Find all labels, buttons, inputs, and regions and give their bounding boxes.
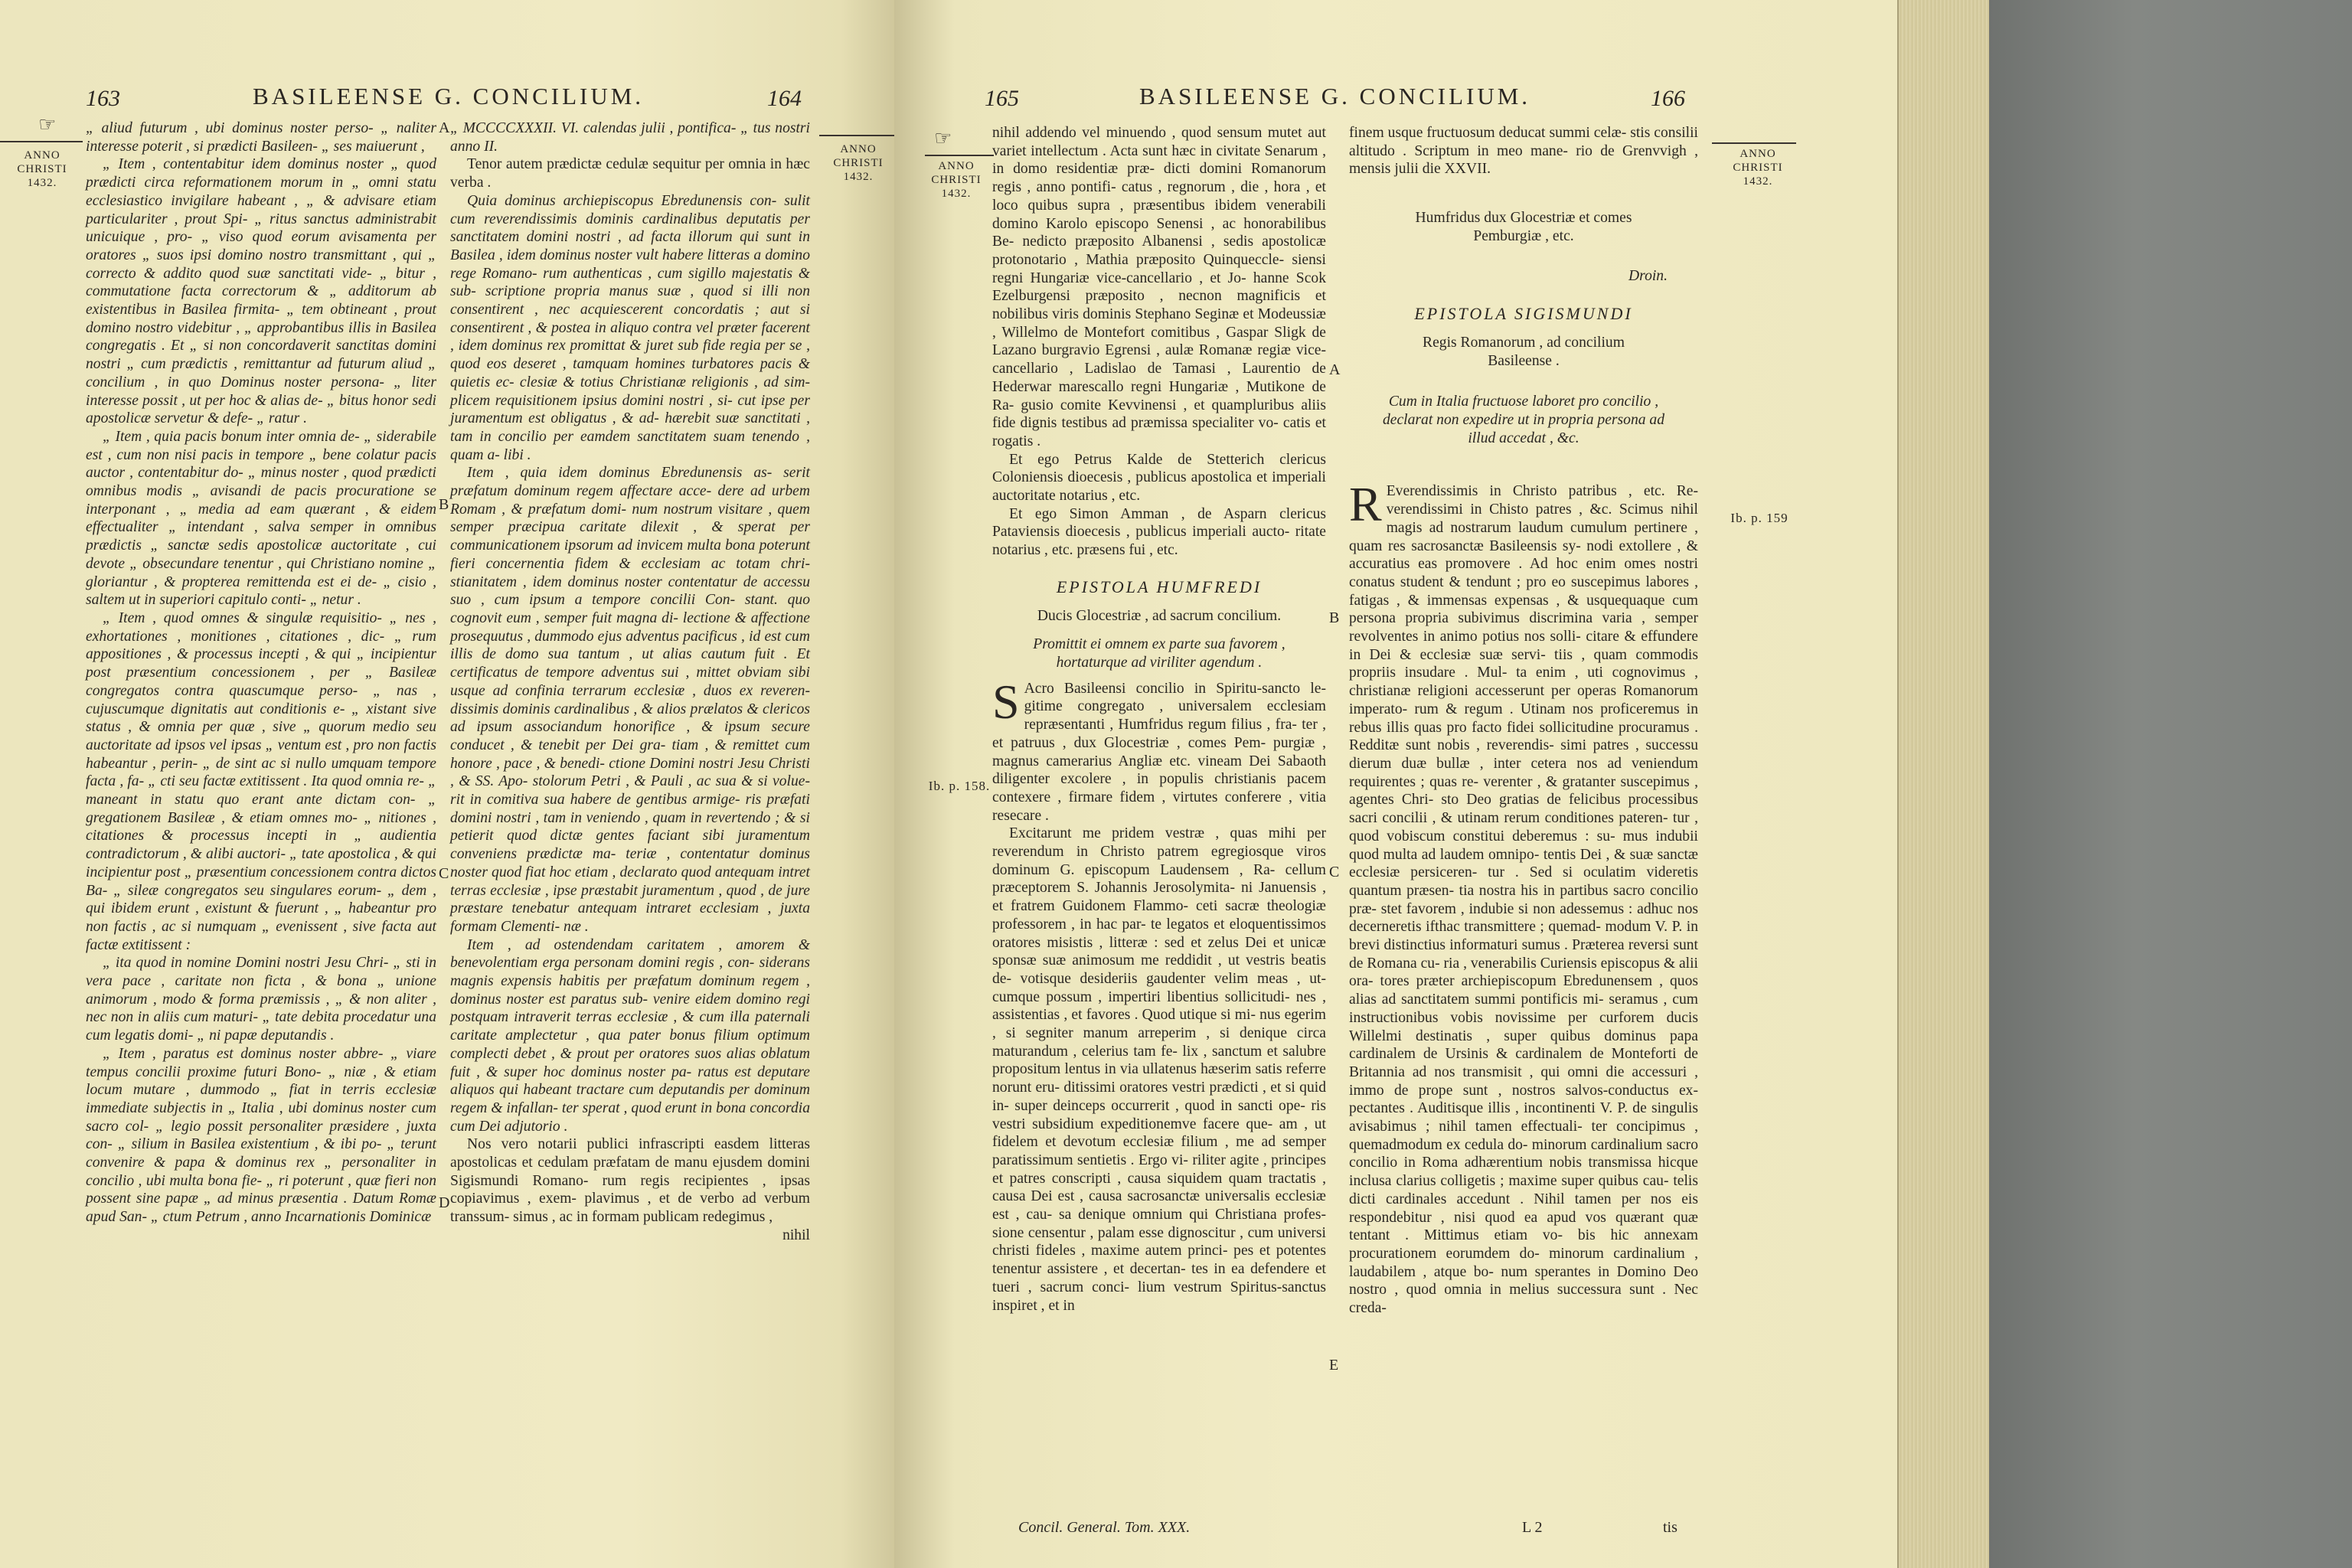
section-letter-d: D — [439, 1194, 450, 1211]
page-number-166: 166 — [1651, 86, 1685, 111]
paragraph: „ MCCCCXXXII. VI. calendas julii , pontifica- „ tus nostri anno II. — [450, 120, 810, 155]
right-column-1 — [992, 124, 1326, 1315]
epistola-summary: Promittit ei omnem ex parte sua favorem , hortaturque ad viriliter agendum . — [1033, 636, 1285, 671]
paragraph: Tenor autem prædictæ cedulæ sequitur per omnia in hæc verba . — [450, 156, 810, 191]
epistola-summary: Cum in Italia fructuose laboret pro concilio , declarat non expedire ut in propria persona ad illud accedat , &c. — [1382, 394, 1665, 446]
paragraph: Excitarunt me pridem vestræ , quas mihi per reverendum in Christo patrem egregiosque viros dominum G. episcopum Laudensem , Ra- cellum præceptorem S. Johannis Jerosolymita- ni Januensis , et fratrem Guidonem Flammo- ceti sacræ theologiæ professorem , in hac par- te legatos et eloquentissimos oratores misistis , litteræ : sed et zelus Dei et unicæ sponsæ suæ animosum me reddidit , ut vestris beatis de- votisque desideriis gaudenter velim meas , ut- cumque possum , impertiri libentius sollicitudi- nes , assistentias , et favores . Quod utique si mi- nus egerim , si segniter manum arreperim , si denique circa maturandum , celerius tam fe- lix , sanctum et salubre propositum lentus in via ullatenus hæserim satis referre norunt eru- ditissimi oratores vestri prædicti , et si quid in- super deinceps occurrerit , quod in sancti ope- ris vestri subsidium expeditionemve facere que- am , ut fidelem et devotum ecclesiæ filium , me ad semper paratissimum sentietis . Ergo vi- riliter agite , principes et patres conscripti , causa siquidem quam tractatis , causa Dei est , causa sacrosanctæ universalis ecclesiæ est , cau- sa denique omnium qui Christiana profes- sione censentur , palam esse dignoscitur , cum universi christi fideles , maxime autem princi- pes et potentes tenentur assistere , et decertan- tes in ea defendere et tueri , sacrum conci- lium vestrum Spiritus-sanctus inspiret , et in — [992, 825, 1326, 1314]
margin-reference: Ib. p. 158. — [928, 779, 991, 793]
margin-rule — [925, 155, 994, 156]
paragraph: Nos vero notarii publici infrascripti easdem litteras apostolicas et cedulam præfatam de manu ejusdem domini Sigismundi Romano- rum regis recipientes , ipsas copiavimus , exem- plavimus , et de verbo ad verbum transsum- simus , ac in formam publicam redegimus , — [450, 1136, 810, 1226]
margin-rule — [0, 141, 83, 142]
left-column-2 — [450, 119, 810, 1245]
book-cover — [1989, 0, 2352, 1568]
anno-note-right: ANNO CHRISTI 1432. — [1733, 148, 1783, 188]
footer-volume: Concil. General. Tom. XXX. — [1018, 1519, 1191, 1536]
right-page — [894, 0, 1897, 1568]
paragraph: nihil addendo vel minuendo , quod sensum mutet aut variet intellectum . Acta sunt hæc in civitate Senarum , in domo residentiæ præ- dicti domini Romanorum regis , anno pontifi- catus , regnorum , die , hora , et loco quibus supra , præsentibus ibidem venerabili domino Karolo episcopo Senensi , ac honorabilibus Be- nedicto præposito Albanensi , sedis apostolicæ protonotario , Mathia præposito Quinqueccle- siensi regni Hungariæ vice-cancellario , et Jo- hanne Scok Ezelburgensi præposito , necnon magnificis et nobilibus viris dominis Stephano Seginæ et Modeussiæ , Willelmo de Montefort comitibus , Gaspar Sligk de Lazano burgravio Egrensi , aulæ Romanæ regiæ vice-cancellario , Ladislao de Tamasi , Laurentio de Hederwar marescallo regni Hungariæ , Mutikone de Ra- gusio comite Kevvinensi , et quampluribus aliis fide dignis testibus ad præmissa specialiter vo- catis et rogatis . — [992, 125, 1326, 449]
paragraph: Quia dominus archiepiscopus Ebredunensis con- sulit cum reverendissimis dominis cardinalibus deputatis per sanctitatem domini nostri , ad facta illorum qui sunt in Basilea , idem dominus noster vult habere litteras a domino rege Romano- rum authenticas , cum sigillo majestatis & sub- scriptione propria manus suæ , quod si illi non consentirent , nec acquiescerent concordatis ; aut si consentirent , & postea in aliquo contra vel præter facerent , idem dominus rex promittat & juret sub fide regia per se , quod eos deseret , tamquam homines turbatores pacis & quietis ec- clesiæ & totius Christianæ religionis , ad sim- plicem requisitionem ipsius domini nostri , si- cut ipse per juramentum est obligatus , & ad- hærebit suæ sanctitati , tam in concilio per eamdem sanctitatem suam tenendo , quam a- libi . — [450, 192, 810, 463]
catchword: nihil — [782, 1227, 810, 1243]
epistola-subtitle: Ducis Glocestriæ , ad sacrum concilium. — [1037, 607, 1282, 624]
signature-droin: Droin. — [1628, 267, 1668, 284]
page-header: BASILEENSE G. CONCILIUM. — [1139, 83, 1531, 109]
section-letter-e: E — [1329, 1357, 1339, 1374]
pointing-hand-icon: ☞ — [934, 127, 952, 150]
drop-cap: S — [992, 674, 1020, 729]
paragraph: „ Item , contentabitur idem dominus noster „ quod prædicti circa reformationem morum in „ omni statu ecclesiastico invigilare habeant , „ & advisare etiam particulariter , prout Spi- „ ritus sanctus administrabit unicuique , pro- „ viso quod eorum avisamenta per oratores „ suos ipsi domino nostro transmittant , qui „ correcto & addito quod suæ sanctitati vide- „ bitur , commutatione facta correctorum & „ additorum ab existentibus in Basilea firmita- „ tem obtineant , prout domino nostro videbitur , „ approbantibus illis in Basilea congregatis . Et „ si non concordaverit sanctitas domini nostri „ cum prædictis , remittantur ad futurum aliud „ concilium , in quo Dominus noster persona- „ liter interesse possit , ut per hoc & alias de- „ bitus honor sedi apostolicæ servetur & defe- „ ratur . — [86, 156, 436, 427]
paragraph: R Everendissimis in Christo patribus , etc. Re- verendissimi in Chisto patres , &c. Scimus nihil magis ad nostrarum laudum cumulum pertinere , quam res sacrosanctæ Basileensis sy- nodi extollere , & accuratius eas promovere . Ad hoc enim omes nostri conatus student & tendunt ; pro eo suscepimus labores , fatigas , & immensas expensas , & usquequaque cum persona propria subivimus discrimina varia , semper revolventes in animo potius nos solli- citare & effundere in Dei & ecclesiæ suæ servi- tiis , quam commodis propriis insudare . Mul- ta enim , uti cognovimus , christianæ religioni accesserunt per operas Romanorum imperato- rum & regum . Utinam nos proficeremus in rebus illis quas pro facto fidei sollicitudine procuramus . Redditæ sunt nobis , reverendis- simi patres , successu dierum duæ bullæ , inter cetera nos ad veniendum requirentes ; quas re- verenter , & gratanter suscepimus , agentes Chri- sto Deo gratias de felicibus processibus sacri concilii , & utinam rerum conditiones pateren- tur , quod vobiscum constitui deberemus : su- mus indubii quod multa ad laudem omnipo- tentis Dei , & suæ sanctæ ecclesiæ persiceren- tur . Sed si oculatim videretis quantum præsen- tia nostra his in partibus sacro concilio præ- stet favorem , indubie si non adessemus : adhuc nos decerneretis ifthac transmittere ; quemad- modum V. P. in brevi distinctius informaturi sumus . Præterea reversi sunt de Romana cu- ria , venerabilis Curiensis episcopus & alii ora- tores præter archiepiscopum Ebredunensem , quos alias ad sanctitatem summi pontificis mi- seramus , cum instructionibus vobis novissime per curforem ducis Willelmi destinatis , super quibus dominus papa cardinalem de Ursinis & cardinalem de Monteforti de Britannia ad nos transmisit , qui omni die accessuri , immo de prope sunt , nostros salvos-conductus ex- pectantes . Auditisque illis , incontinenti V. P. de singulis avisabimus ; nihil tamen effectuali- ter concipimus , quemadmodum ex cedula do- minorum cardinalium sacro concilio in Roma adhærentium nobis transmissa hicque inclusa clarius colligetis ; maxime super quibus cau- telis dicti cardinales accedunt . Nihil tamen per nos eis respondebitur , nisi quod ea apud vos quærant quæ tentant . Mittimus etiam vo- bis hic annexam procurationem eorumdem do- minorum cardinalium , laudabilem , atque bo- num sperantes in Domino Deo nostro , quod omnia in melius successura sunt . Nec creda- — [1349, 477, 1698, 1317]
paragraph: „ Item , paratus est dominus noster abbre- „ viare tempus concilii proxime futuri Bono- „ niæ , & etiam locum mutare , dummodo „ fiat in terris ecclesiæ immediate subjectis in „ Italia , ubi dominus noster cum sacro col- „ legio possit personaliter præsidere , juxta con- „ silium in Basilea existentium , & ibi po- „ terunt convenire & papa & dominus rex „ personaliter in concilio , ubi multa bona fie- „ ri poterunt , quæ fieri non possent sine papæ „ ad minus præsentia . Datum Romæ apud San- „ ctum Petrum , anno Incarnationis Dominicæ — [86, 1045, 436, 1226]
right-column-2 — [1349, 124, 1698, 1318]
paragraph: Item , ad ostendendam caritatem , amorem & benevolentiam erga personam domini regis , con- siderans magnis expensis habitis per præfatum dominum regem , dominus noster est paratus sub- venire eidem domino regi postquam intraverit terras ecclesiæ , & cum illa paternali caritate amplectetur , qua pater bonus filium optimum complecti debet , & prout per oratores suos alias oblatum fuit , & super hoc dominus noster pa- ratus est deputare aliquos qui habeant tractare cum deputandis per dominum regem & infallan- ter sperat , quod erunt in bona concordia cum Dei adjutorio . — [450, 936, 810, 1135]
anno-note: ANNO CHRISTI 1432. — [931, 160, 982, 200]
margin-reference: Ib. p. 159 — [1730, 511, 1788, 525]
paragraph: Item , quia idem dominus Ebredunensis as- serit præfatum dominum regem affectare acce- dere ad urbem Romam , & præfatum domi- num nostrum visitare , quem semper præcipua caritate dilexit , & sperat per communicationem ipsorum ad invicem multa bona poterunt fieri concernentia fidem & ecclesiam ac totam chri- stianitatem , idem dominus noster contentatur de accessu suo , cum ipsum a tempore concilii Con- stant. quo cognovit eum , semper fuit magna di- lectione & affectione prosequutus , dummodo ejus adventus pacificus , id est cum illis de domo sua tantum , ut alias cautum fuit . Et certificatus de tempore adventus sui , mittet obviam sibi usque ad confinia terrarum ecclesiæ , duos ex reveren- dissimis dominis cardinalibus , & alios prælatos & clericos ad ipsum associandum honorifice , & ipsum secure conducet , & tenebit per Dei gra- tiam , & remittet cum honore , pace , & benedi- ctione Domini nostri Jesu Christi , & SS. Apo- stolorum Petri , & Pauli , ac sua & si volue- rit in comitiva sua habere de gentibus armige- ris præfati domini nostri , tam in veniendo , quam in revertendo ; & si petierit quod dictæ gentes faciant sibi juramentum conveniens prædictæ ma- teriæ , contentatur dominus noster quod fiat hoc etiam , declarato quod antequam intret terras ecclesiæ , ipse præstabit juramentum , quod , de jure præstare tenebatur antequam intraret ecclesiam , juxta formam Clementi- næ . — [450, 465, 810, 935]
epistola-title: EPISTOLA SIGISMUNDI — [1414, 304, 1633, 324]
anno-note: ANNO CHRISTI 1432. — [17, 149, 67, 189]
book-page-edges — [1897, 0, 1991, 1568]
signature: Humfridus dux Glocestriæ et comes Pemburgiæ , etc. — [1415, 210, 1632, 244]
catchword: tis — [1663, 1519, 1677, 1536]
section-letter-a: A — [439, 119, 450, 136]
paragraph: „ ita quod in nomine Domini nostri Jesu Chri- „ sti in vera pace , caritate non ficta , & bona „ unione animorum , modo & forma præmissis , „ & non aliter , nec non in aliis cum maturi- „ tate debita procedatur una cum legatis domi- „ ni papæ deputandis . — [86, 955, 436, 1044]
page-number-164: 164 — [767, 86, 802, 111]
paragraph: Et ego Simon Amman , de Asparn clericus Pataviensis dioecesis , publicus imperiali aucto- ritate notarius , etc. præsens fui , etc. — [992, 505, 1326, 559]
page-header: BASILEENSE G. CONCILIUM. — [253, 83, 645, 109]
section-letter-c: C — [1329, 864, 1340, 880]
epistola-subtitle: Regis Romanorum , ad concilium Basileense . — [1423, 334, 1625, 369]
left-page — [0, 0, 894, 1568]
paragraph: „ aliud futurum , ubi dominus noster perso- „ naliter interesse poterit , si prædicti Basileen- „ ses maiuerunt , — [86, 120, 436, 155]
margin-rule-right — [1712, 142, 1796, 144]
section-letter-c: C — [439, 865, 449, 882]
section-letter-b: B — [439, 496, 449, 513]
margin-rule-right — [819, 135, 894, 136]
pointing-hand-icon: ☞ — [38, 113, 57, 136]
paragraph: Et ego Petrus Kalde de Stetterich clericus Coloniensis dioecesis , publicus apostolica et imperiali auctoritate notarius , etc. — [992, 451, 1326, 505]
paragraph: „ Item , quod omnes & singulæ requisitio- „ nes , exhortationes , monitiones , citationes , dic- „ rum appositiones , & processus incepti , & qui „ incipientur post præsentium concessionem , per „ Basileæ congregatos contra quascumque perso- „ nas , cujuscumque dignitatis aut conditionis e- „ xistant sive status , & omnia per quæ , sive „ quorum medio seu auctoritate ad ipsos vel ipsas „ ventum est , pro non factis habeantur , perin- „ de sint ac si nullo umquam tempore facta , fa- „ cti seu factæ extitissent . Ita quod omnia re- „ maneant in statu quo erant ante dictam con- „ gregationem Basileæ , & etiam omnes mo- „ nitiones , citationes & processus incepti in „ audientia contradictorum , & alibi auctori- „ tate apostolica , & qui incipientur post „ præsentium concessionem contra dictos Ba- „ sileæ congregatos seu singulares eorum- „ dem , qui ibidem erunt , existunt & fuerunt , „ habeantur pro non factis , ac si numquam „ evenissent , sive facta aut factæ extitissent : — [86, 609, 436, 953]
section-letter-a: A — [1329, 361, 1341, 378]
anno-note-right: ANNO CHRISTI 1432. — [833, 143, 884, 183]
section-letter-b: B — [1329, 609, 1340, 626]
paragraph: „ Item , quia pacis bonum inter omnia de- „ siderabile est , cum non nisi pacis in tempore „ bene colatur pacis auctor , contentabitur do- „ minus noster , quod prædicti omnibus modis „ avisandi de pacis procuratione se interponant , „ media ad eam quærant , & eidem effectualiter „ intendant , salva semper in omnibus prædictis „ sanctæ sedis apostolicæ auctoritate , cui devote „ obsecundare tenentur , qui Christiano nomine „ gloriantur , & propterea remittenda est ei de- „ cisio , saltem ut in superiori capitulo conti- „ netur . — [86, 428, 436, 609]
signature-mark: L 2 — [1522, 1519, 1543, 1536]
drop-cap: R — [1349, 477, 1382, 532]
page-number-163: 163 — [86, 86, 120, 111]
epistola-title: EPISTOLA HUMFREDI — [1056, 577, 1263, 596]
left-column-1 — [86, 119, 436, 1227]
paragraph: finem usque fructuosum deducat summi celæ- stis consilii altitudo . Scriptum in meo mane- rio de Grenvvigh , mensis julii die XXVII. — [1349, 125, 1698, 178]
paragraph: S Acro Basileensi concilio in Spiritu-sancto le- gitime congregato , universalem ecclesiam repræsentanti , Humfridus regum filius , fra- ter , et patruus , dux Glocestriæ , comes Pem- purgiæ , magnus camerarius Angliæ etc. vineam Dei Sabaoth diligenter excolere , in populis christianis pacem contexere , firmare fidem , virtutes conferere , vitia resecare . — [992, 674, 1326, 824]
page-number-165: 165 — [985, 86, 1019, 111]
